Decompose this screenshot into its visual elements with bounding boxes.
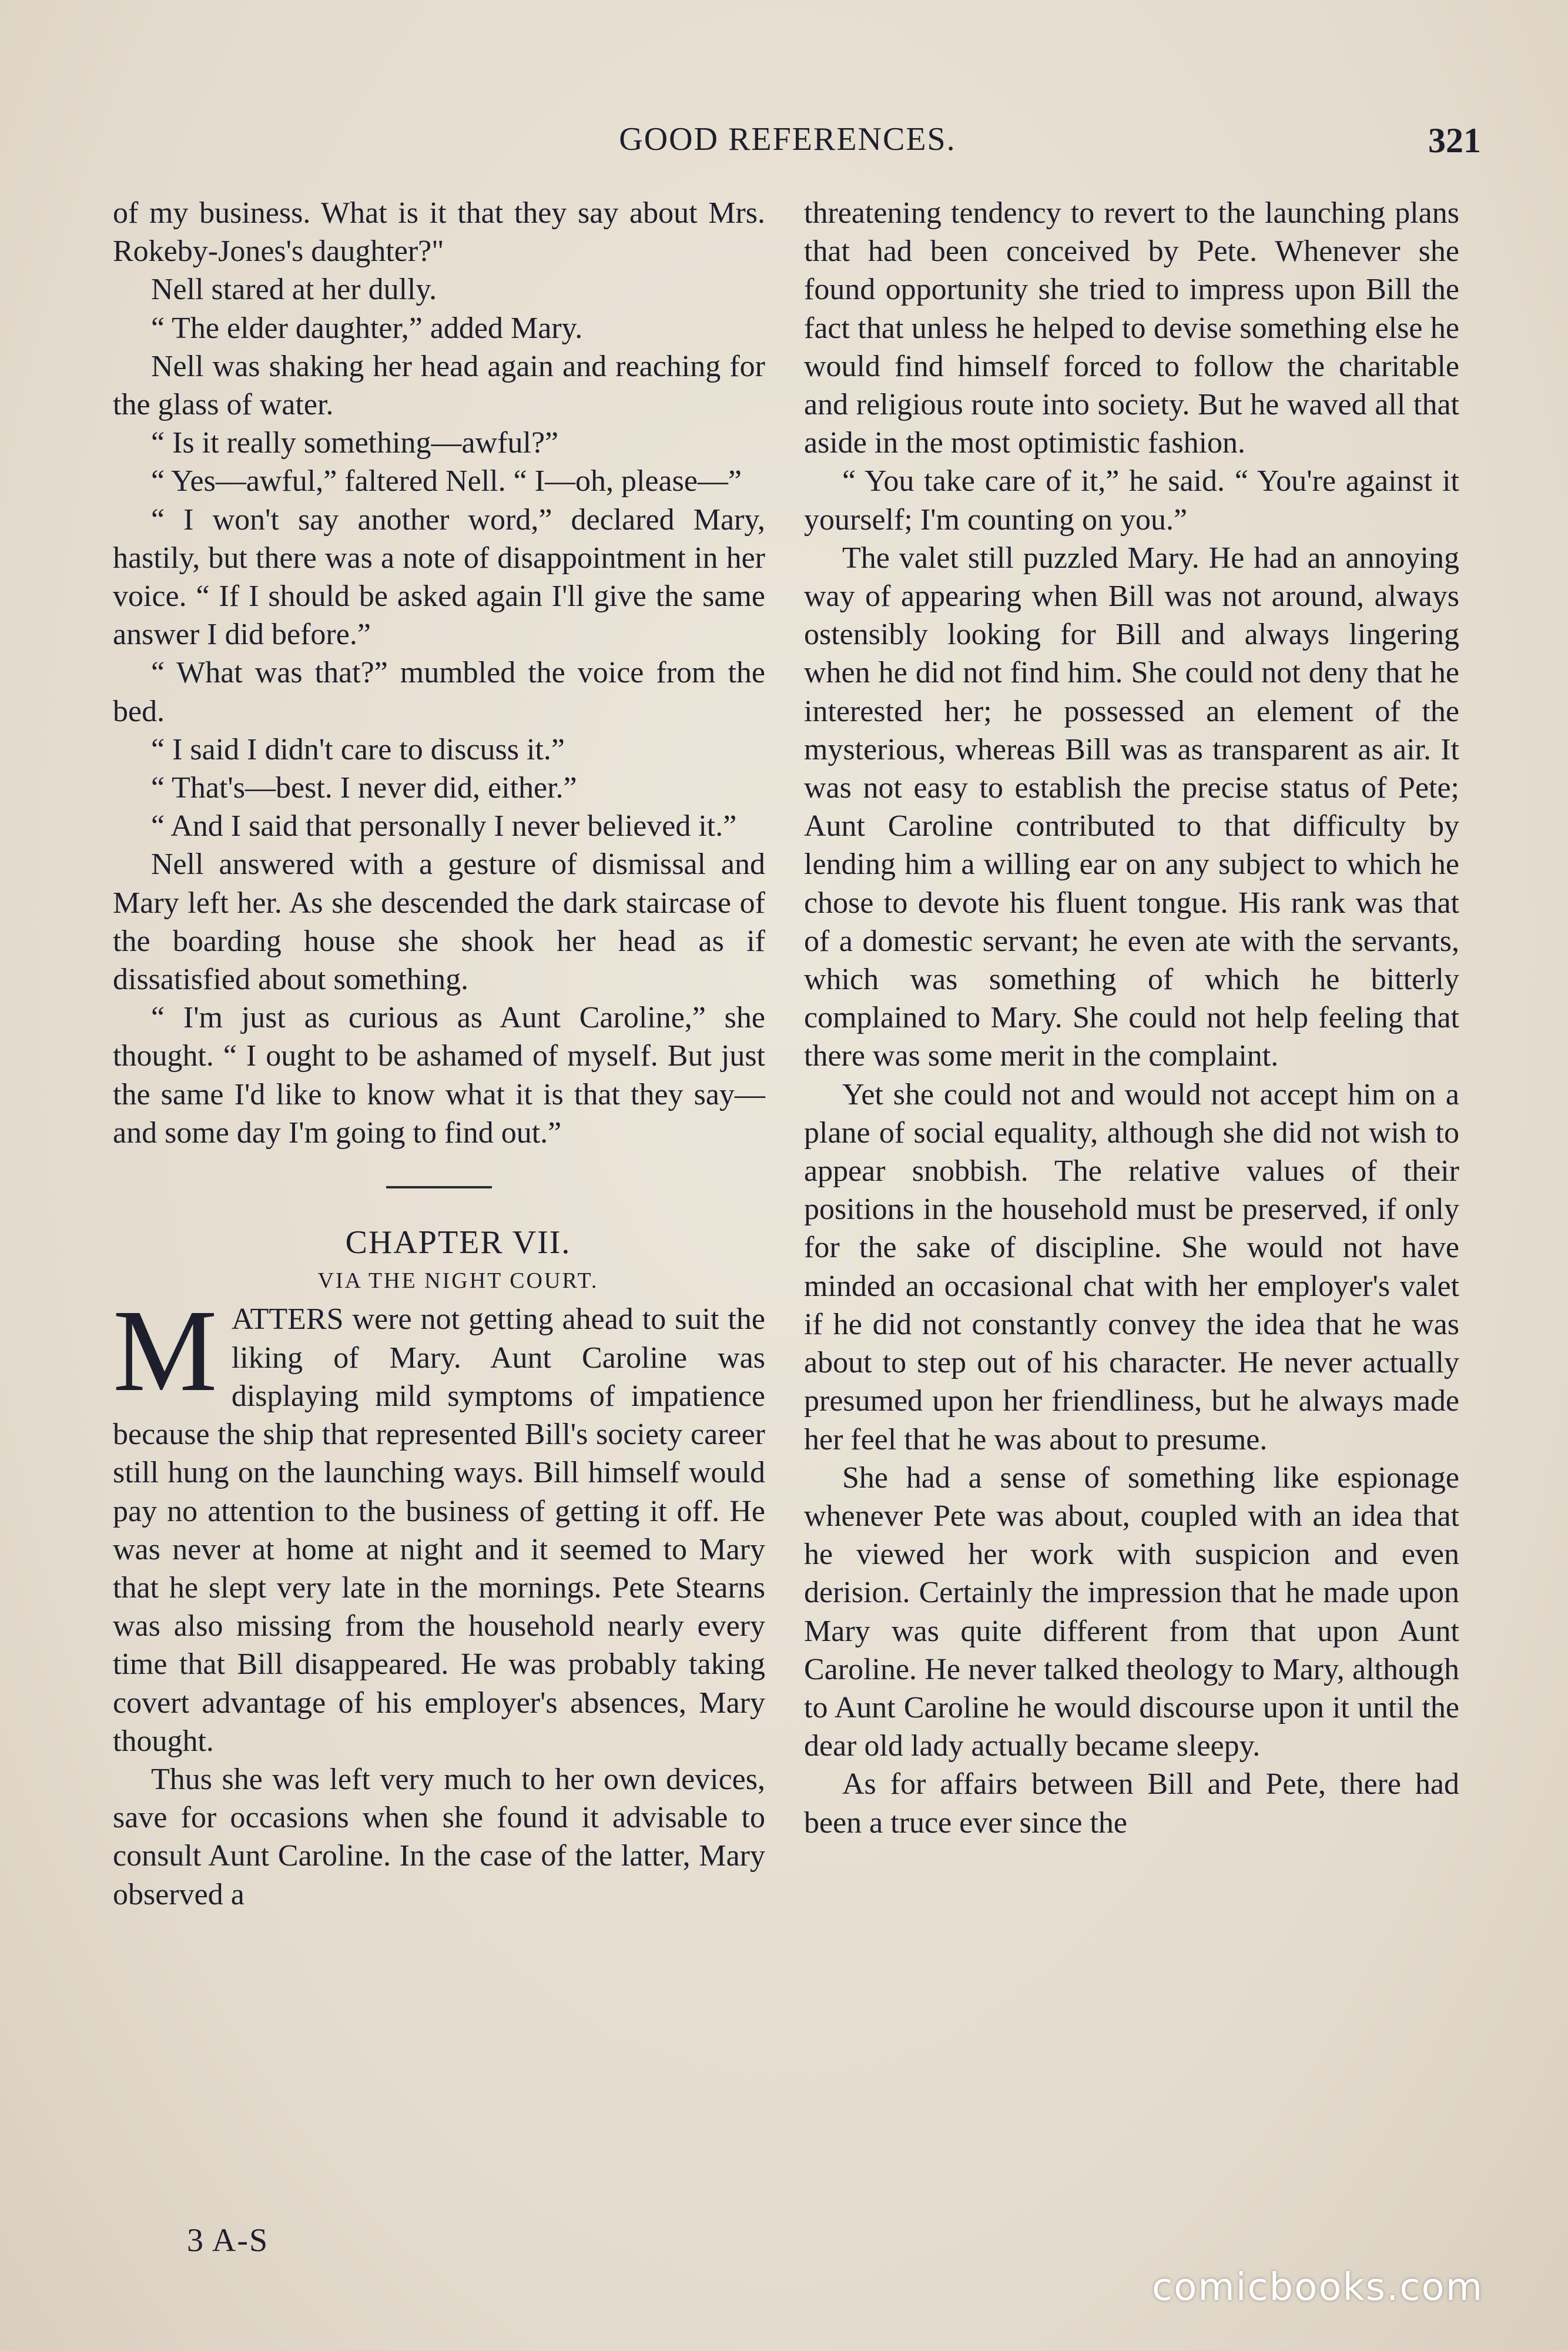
paragraph: “ Yes—awful,” faltered Nell. “ I—oh, please—” bbox=[151, 464, 742, 498]
paragraph: “ That's—best. I never did, either.” bbox=[151, 771, 577, 805]
paragraph: “ I said I didn't care to discuss it.” bbox=[151, 732, 565, 766]
paragraph: “ I'm just as curious as Aunt Caroline,” she thought. “ I ought to be ashamed of myself. But just the same I'd like to know what it is that they say—and some day I'm going to find out.” bbox=[113, 1001, 765, 1150]
paragraph: of my business. What is it that they say about Mrs. Rokeby-Jones's daughter?" bbox=[113, 196, 765, 269]
paragraph: “ I won't say another word,” declared Mary, hastily, but there was a note of disappointment in her voice. “ If I should be asked again I'll give the same answer I did before.” bbox=[113, 503, 765, 652]
paragraph: She had a sense of something like espionage whenever Pete was about, coupled with an idea that he viewed her work with suspicion and even derision. Certainly the impression that he made upon Mary was quite different from that upon Aunt Caroline. He never talked theology to Mary, although to Aunt Caroline he would discourse upon it until the dear old lady actually became sleepy. bbox=[804, 1461, 1459, 1763]
right-column bbox=[804, 194, 1459, 1842]
drop-cap: M bbox=[113, 1286, 217, 1416]
section-divider bbox=[386, 1186, 492, 1188]
paragraph: Nell was shaking her head again and reaching for the glass of water. bbox=[113, 349, 765, 422]
page-header bbox=[112, 120, 1481, 168]
paragraph: “ And I said that personally I never believed it.” bbox=[151, 809, 737, 843]
paragraph: The valet still puzzled Mary. He had an annoying way of appearing when Bill was not around, always ostensibly looking for Bill and always lingering when he did not find him. She could not deny that he interested her; he possessed an element of the mysterious, whereas Bill was as transparent as air. It was not easy to establish the precise status of Pete; Aunt Caroline contributed to that difficulty by lending him a willing ear on any subject to which he chose to devote his fluent tongue. His rank was that of a domestic servant; he even ate with the servants, which was something of which he bitterly complained to Mary. She could not help feeling that there was some merit in the complaint. bbox=[804, 541, 1459, 1073]
printer-signature-mark: 3 A-S bbox=[187, 2222, 269, 2259]
paragraph: Nell answered with a gesture of dismissal and Mary left her. As she descended the dark staircase of the boarding house she shook her head as if dissatisfied about something. bbox=[113, 848, 765, 997]
page-number: 321 bbox=[1428, 121, 1481, 160]
paragraph: “ You take care of it,” he said. “ You're against it yourself; I'm counting on you.” bbox=[804, 464, 1459, 537]
running-head: GOOD REFERENCES. bbox=[619, 121, 956, 158]
paragraph: threatening tendency to revert to the launching plans that had been conceived by Pete. Whenever she found opportunity she tried to impress upon Bill the fact that unless he helped to devise something else he would find himself forced to follow the charitable and religious route into society. But he waved all that aside in the most optimistic fashion. bbox=[804, 196, 1459, 460]
paragraph: “ What was that?” mumbled the voice from the bed. bbox=[113, 656, 765, 728]
paragraph: As for affairs between Bill and Pete, there had been a truce ever since the bbox=[804, 1767, 1459, 1840]
chapter-subtitle: VIA THE NIGHT COURT. bbox=[317, 1268, 599, 1294]
paragraph-text: ATTERS were not getting ahead to suit the liking of Mary. Aunt Caroline was displaying mild symptoms of impatience because the ship that represented Bill's society career still hung on the launching ways. Bill himself would pay no attention to the business of getting it off. He was never at home at night and it seemed to Mary that he slept very late in the mornings. Pete Stearns was also missing from the household nearly every time that Bill disappeared. He was probably taking covert advantage of his employer's absences, Mary thought. bbox=[113, 1302, 765, 1758]
chapter-title: CHAPTER VII. bbox=[345, 1224, 571, 1261]
paragraph: Yet she could not and would not accept him on a plane of social equality, although she did not wish to appear snobbish. The relative values of their positions in the household must be preserved, if only for the sake of discipline. She would not have minded an occasional chat with her employer's valet if he did not constantly convey the idea that he was about to step out of his character. He never actually presumed upon her friendliness, but he always made her feel that he was about to presume. bbox=[804, 1077, 1459, 1456]
left-column bbox=[113, 194, 765, 1914]
watermark: comicbooks.com bbox=[1152, 2266, 1484, 2309]
paragraph: “ Is it really something—awful?” bbox=[151, 426, 559, 460]
paragraph: Thus she was left very much to her own devices, save for occasions when she found it advisable to consult Aunt Caroline. In the case of the latter, Mary observed a bbox=[113, 1762, 765, 1911]
chapter-opening-paragraph bbox=[113, 1286, 765, 1760]
paragraph: “ The elder daughter,” added Mary. bbox=[151, 311, 583, 345]
paragraph: Nell stared at her dully. bbox=[151, 273, 437, 307]
